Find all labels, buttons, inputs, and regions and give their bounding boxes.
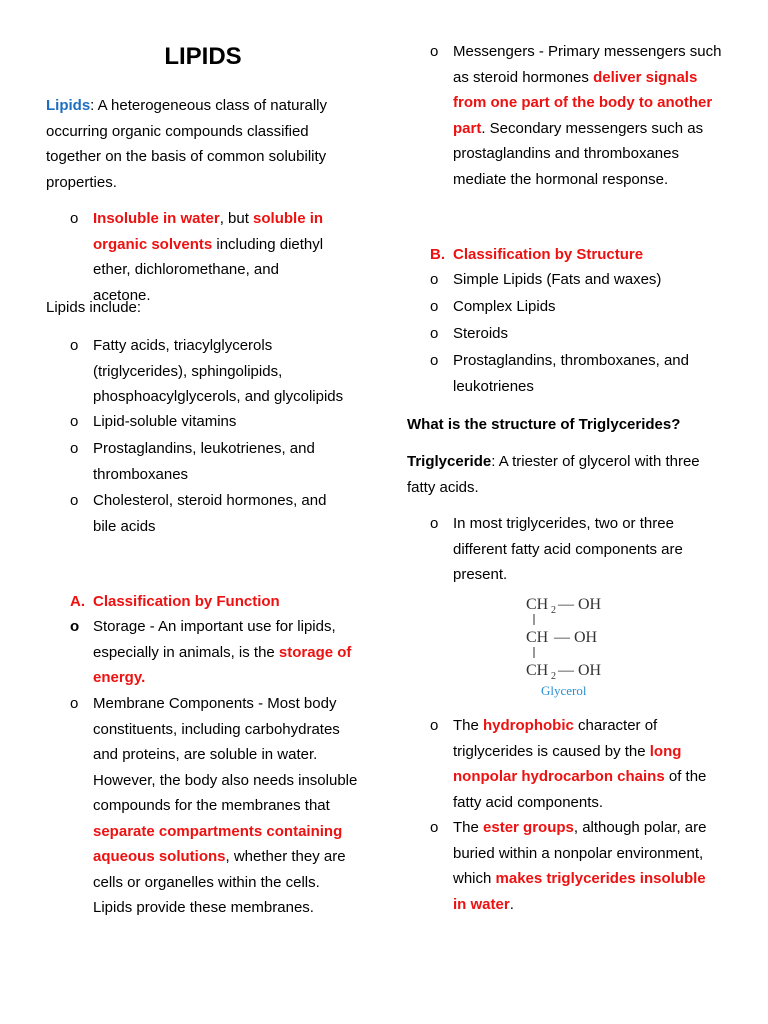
glycerol-structure-figure: [516, 588, 636, 706]
bullet-marker: o: [70, 492, 79, 509]
messengers-text: Messengers - Primary messengers such as steroid hormones: [453, 43, 722, 86]
bullet-marker: o: [430, 271, 439, 288]
tg-bullet-text: In most triglycerides, two or three different fatty acid components are present.: [453, 515, 683, 583]
lipids-definition: [46, 93, 346, 195]
bullet-marker: o: [70, 695, 79, 712]
messengers-highlight: deliver signals from one part of the body to another part: [453, 68, 713, 137]
glycerol-c1-oh: OH: [578, 596, 602, 613]
include-item-text: Lipid-soluble vitamins: [93, 413, 237, 430]
insoluble-highlight: makes triglycerides insoluble in water: [453, 870, 706, 913]
section-letter: A.: [70, 593, 85, 610]
tg-b2-text-3: of the fatty acid components.: [453, 768, 707, 811]
triglyceride-question: What is the structure of Triglycerides?: [407, 416, 681, 433]
membrane-highlight: separate compartments containing aqueous solutions: [93, 822, 343, 865]
storage-text: Storage - An important use for lipids, especially in animals, is the: [93, 618, 336, 661]
tg-b2-text-1: The: [453, 717, 484, 734]
messengers-text-end: . Secondary messengers such as prostaglandins and thromboxanes mediate the hormonal response.: [453, 119, 704, 188]
membrane-text-end: , whether they are cells or organelles within the cells. Lipids provide these membranes.: [93, 848, 346, 916]
bullet-marker: o: [430, 819, 439, 836]
tg-b3-text-3: .: [509, 895, 514, 913]
glycerol-c1: CH: [526, 596, 549, 613]
structure-item-text: Complex Lipids: [453, 298, 556, 315]
section-title: Classification by Function: [93, 593, 280, 610]
definition-term: Lipids: [46, 97, 91, 114]
bullet-marker: o: [70, 413, 79, 430]
bullet-marker: o: [70, 440, 79, 457]
glycerol-c3-sub: 2: [551, 671, 556, 682]
triglyceride-definition: [407, 449, 725, 500]
insoluble-text: Insoluble in water: [93, 210, 220, 227]
structure-item-text: Steroids: [453, 325, 509, 342]
bullet-marker: o: [430, 43, 439, 60]
storage-highlight: storage of energy: [93, 643, 352, 686]
solubility-text: , but: [219, 210, 254, 227]
structure-item-text: Prostaglandins, thromboxanes, and leukotrienes: [453, 352, 689, 395]
membrane-text: Membrane Components - Most body constituents, including carbohydrates and proteins, are soluble in water. However, the body also needs insoluble compounds for the membranes that: [93, 695, 358, 814]
glycerol-c3-dash: —: [558, 662, 574, 679]
glycerol-c3: CH: [526, 662, 549, 679]
triglyceride-term: Triglyceride: [407, 453, 492, 470]
bullet-marker: o: [70, 210, 79, 227]
glycerol-c3-oh: OH: [578, 662, 602, 679]
tg-b3-text-1: The: [453, 819, 484, 836]
tg-b3-text-2: , although polar, are buried within a nonpolar environment, which: [453, 819, 707, 887]
definition-text: : A heterogeneous class of naturally occurring organic compounds classified together on the basis of common solubility properties.: [46, 97, 327, 191]
bullet-marker: o: [430, 515, 439, 532]
page-title: LIPIDS: [164, 43, 242, 70]
glycerol-c2: CH: [526, 629, 549, 646]
glycerol-caption: Glycerol: [541, 683, 587, 698]
bullet-marker: o: [70, 618, 80, 635]
tg-b2-text-2: character of triglycerides is caused by the: [453, 717, 658, 760]
section-letter: B.: [430, 246, 445, 263]
bullet-marker: o: [430, 298, 439, 315]
include-heading: Lipids include:: [46, 299, 142, 316]
soluble-text: soluble in organic solvents: [93, 210, 324, 253]
section-title: Classification by Structure: [453, 246, 644, 263]
bullet-marker: o: [430, 325, 439, 342]
ester-groups-highlight: ester groups: [483, 819, 574, 836]
hydrophobic-highlight: hydrophobic: [483, 717, 574, 734]
triglyceride-def-text: : A triester of glycerol with three fatty acids.: [407, 453, 700, 496]
include-item-text: Fatty acids, triacylglycerols (triglycerides), sphingolipids, phosphoacylglycerols, and glycolipids: [93, 337, 344, 405]
glycerol-c2-oh: OH: [574, 629, 598, 646]
solvents-text: including diethyl ether, dichloromethane, and acetone.: [93, 235, 324, 304]
structure-item-text: Simple Lipids (Fats and waxes): [453, 271, 662, 288]
glycerol-c1-dash: —: [558, 596, 574, 613]
storage-period: .: [141, 669, 146, 686]
glycerol-c1-sub: 2: [551, 605, 556, 616]
bullet-marker: o: [430, 717, 439, 734]
nonpolar-chains-highlight: long nonpolar hydrocarbon chains: [453, 742, 682, 785]
bullet-marker: o: [430, 352, 439, 369]
bullet-marker: o: [70, 337, 79, 354]
include-item-text: Prostaglandins, leukotrienes, and thromboxanes: [93, 440, 315, 483]
include-item-text: Cholesterol, steroid hormones, and bile acids: [93, 492, 327, 535]
glycerol-c2-dash: —: [554, 629, 570, 646]
